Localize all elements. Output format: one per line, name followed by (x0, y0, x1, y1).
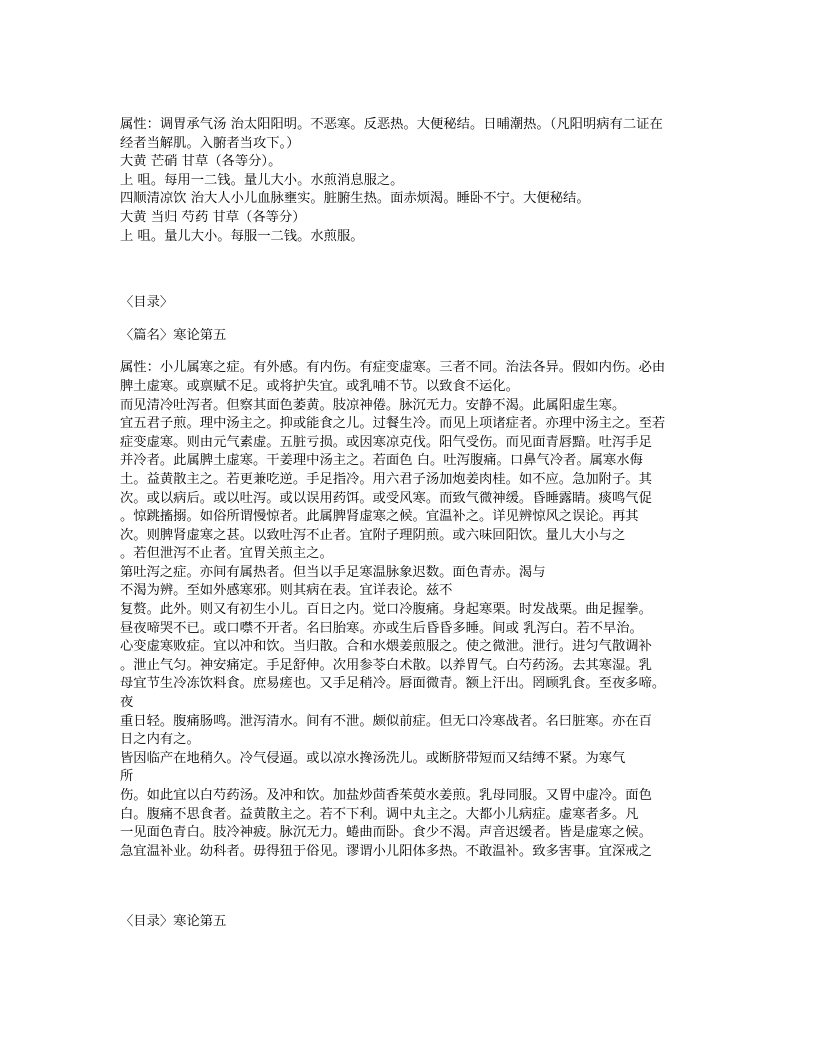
text-line: 宜五君子煎。理中汤主之。抑或能食之儿。过餐生冷。而见上项诸症者。亦理中汤主之。至若 (120, 416, 666, 432)
text-line: 上 咀。每用一二钱。量儿大小。水煎消息服之。 (120, 172, 404, 188)
prescription-section (120, 116, 700, 246)
chapter-body (120, 359, 700, 861)
text-line: 。惊跳搐搦。如俗所谓慢惊者。此属脾肾虚寒之候。宜温补之。详见辨惊风之误论。再其 (120, 509, 639, 525)
text-line: 。若但泄泻不止者。宜胃关煎主之。 (120, 546, 333, 562)
text-line: 属性：调胃承气汤 治太阳阳明。不恶寒。反恶热。大便秘结。日晡潮热。（凡阳明病有二证在 (120, 117, 663, 132)
footer-toc-link[interactable]: 〈目录〉寒论第五 (120, 914, 227, 930)
text-line: 心变虚寒败症。宜以冲和饮。当归散。合和水煨姜煎服之。使之微泄。泄行。进匀气散调补 (120, 639, 652, 655)
text-line: 次。则脾肾虚寒之甚。以致吐泻不止者。宜附子理阴煎。或六味回阳饮。量儿大小与之 (120, 527, 626, 543)
text-line: 并冷者。此属脾土虚寒。干姜理中汤主之。若面色 白。吐泻腹痛。口鼻气冷者。属寒水侮 (120, 453, 643, 469)
text-line: 脾土虚寒。或禀赋不足。或将护失宜。或乳哺不节。以致食不运化。 (120, 378, 519, 394)
text-line: 白。腹痛不思食者。益黄散主之。若不下利。调中丸主之。大都小儿病症。虚寒者多。凡 (120, 806, 639, 822)
text-line: 。泄止气匀。神安痛定。手足舒伸。次用参苓白术散。以养胃气。白芍药汤。去其寒湿。乳 (120, 657, 652, 673)
text-line: 重日轻。腹痛肠鸣。泄泻清水。间有不泄。颇似前症。但无口冷寒战者。名曰脏寒。亦在百 (120, 713, 652, 729)
toc-link[interactable]: 〈目录〉 (120, 295, 174, 311)
text-line: 上 咀。量儿大小。每服一二钱。水煎服。 (120, 228, 364, 244)
text-line: 复赘。此外。则又有初生小儿。百日之内。觉口冷腹痛。身起寒栗。时发战栗。曲足握拳。 (120, 602, 652, 618)
text-line: 夜 (120, 695, 134, 711)
text-line: 一见面色青白。肢冷神疲。脉沉无力。蜷曲而卧。食少不渴。声音迟缓者。皆是虚寒之候。 (120, 825, 652, 841)
text-line: 经者当解肌。入腑者当攻下。） (120, 135, 300, 151)
document-page (120, 116, 700, 932)
text-line: 次。或以病后。或以吐泻。或以误用药饵。或受风寒。而致气微神缓。昏睡露睛。痰鸣气促 (120, 490, 652, 506)
text-line: 伤。如此宜以白芍药汤。及冲和饮。加盐炒茴香茱萸水姜煎。乳母同服。又胃中虚冷。面色 (120, 788, 652, 803)
text-line: 所 (120, 769, 134, 785)
text-line: 症变虚寒。则由元气素虚。五脏亏损。或因寒凉克伐。阳气受伤。而见面青唇黯。吐泻手足 (120, 434, 652, 450)
text-line: 四顺清凉饮 治大人小儿血脉壅实。脏腑生热。面赤烦渴。睡卧不宁。大便秘结。 (120, 191, 590, 207)
text-line: 第吐泻之症。亦间有属热者。但当以手足寒温脉象迟数。面色青赤。渴与 (120, 564, 546, 580)
text-line: 昼夜啼哭不已。或口噤不开者。名曰胎寒。亦或生后昏昏多睡。间或 乳泻白。若不早治。 (120, 620, 643, 636)
text-line: 不渴为辨。至如外感寒邪。则其病在表。宜详表论。兹不 (120, 583, 453, 599)
text-line: 土。益黄散主之。若更兼吃逆。手足指冷。用六君子汤加炮姜肉桂。如不应。急加附子。其 (120, 471, 652, 487)
text-line: 急宜温补业。幼科者。毋得狃于俗见。谬谓小儿阳体多热。不敢温补。致多害事。宜深戒之 (120, 843, 652, 859)
text-line: 皆因临产在地稍久。冷气侵逼。或以凉水搀汤洗儿。或断脐带短而又结缚不紧。为寒气 (120, 750, 626, 766)
text-line: 大黄 当归 芍药 甘草（各等分） (120, 209, 306, 225)
text-line: 而见清冷吐泻者。但察其面色萎黄。肢凉神倦。脉沉无力。安静不渴。此属阳虚生寒。 (120, 397, 626, 413)
text-line: 大黄 芒硝 甘草（各等分）。 (120, 154, 282, 170)
text-line: 日之内有之。 (120, 732, 200, 748)
text-line: 母宜节生冷冻饮料食。庶易瘥也。又手足稍冷。唇面微青。额上汗出。罔顾乳食。至夜多啼。 (120, 676, 666, 692)
text-line: 属性：小儿属寒之症。有外感。有内伤。有症变虚寒。三者不同。治法各异。假如内伤。必由 (120, 360, 666, 376)
chapter-heading: 〈篇名〉寒论第五 (120, 327, 227, 343)
